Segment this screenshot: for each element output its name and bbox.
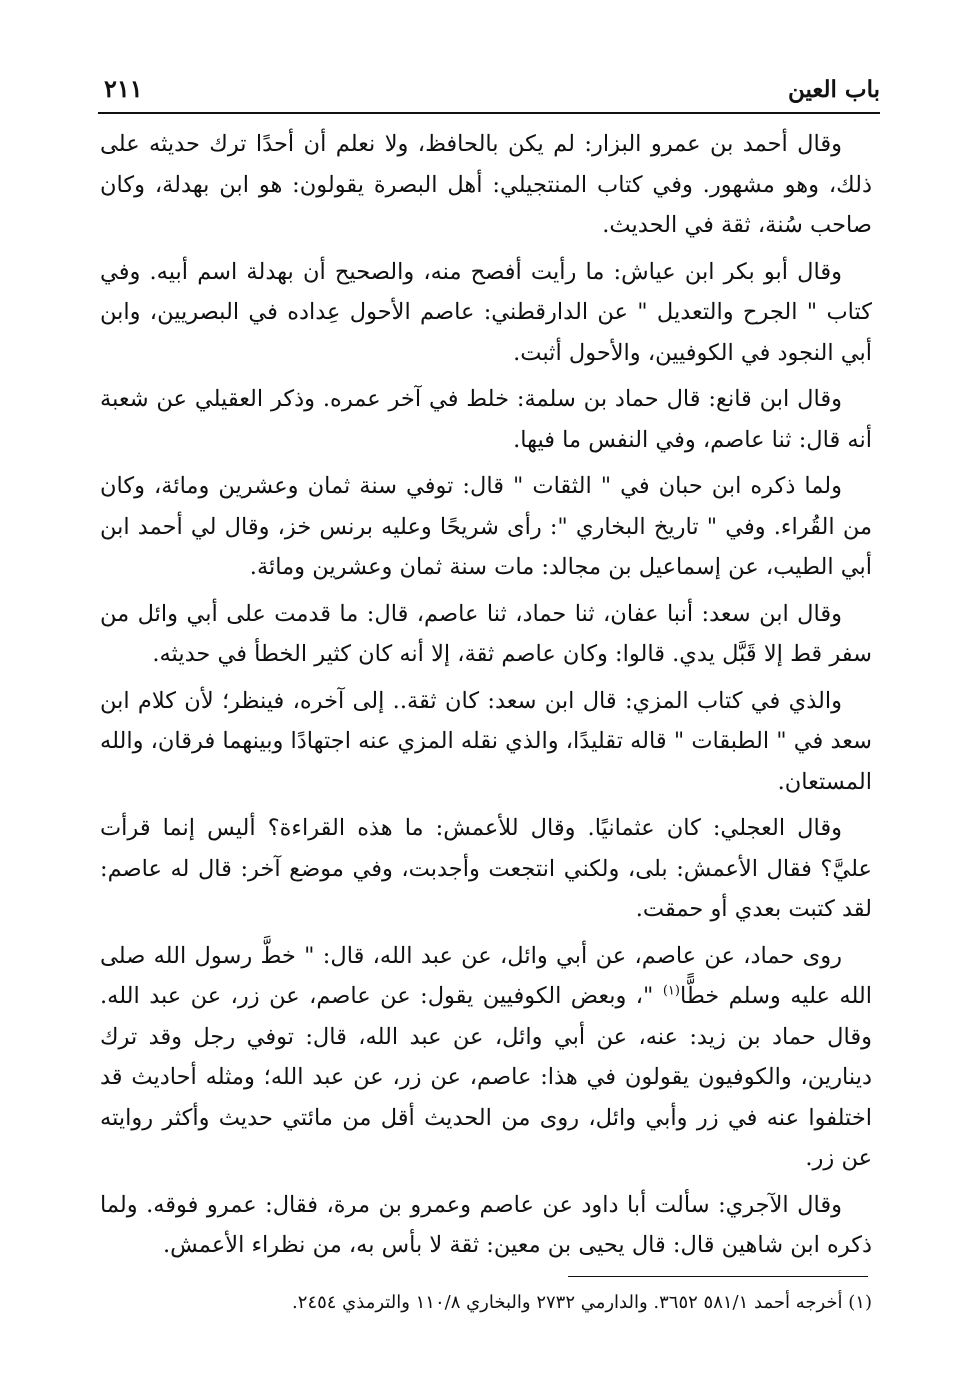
chapter-title: باب العين [787,76,880,103]
header-divider [98,112,880,114]
paragraph: وقال العجلي: كان عثمانيًا. وقال للأعمش: ما هذه القراءة؟ أليس إنما قرأت عليَّ؟ فقال الأعمش: بلى، ولكني انتجعت وأجدبت، وفي موضع آخر: قال له عاصم: لقد كتبت بعدي أو حمقت. [100,815,872,922]
main-text [100,124,872,1272]
paragraph: والذي في كتاب المزي: قال ابن سعد: كان ثقة.. إلى آخره، فينظر؛ لأن كلام ابن سعد في " الطبقات " قاله تقليدًا، والذي نقله المزي عنه اجتهادًا وبينهما فرقان، والله المستعان. [100,687,872,795]
paragraph: وقال أبو بكر ابن عياش: ما رأيت أفصح منه، والصحيح أن بهدلة اسم أبيه. وفي كتاب " الجرح والتعديل " عن الدارقطني: عاصم الأحول عِداده في البصريين، وابن أبي النجود في الكوفيين، والأحول أثبت. [100,258,872,366]
page-header [98,70,880,110]
paragraph: وقال ابن قانع: قال حماد بن سلمة: خلط في آخر عمره. وذكر العقيلي عن شعبة أنه قال: ثنا عاصم، وفي النفس ما فيها. [100,386,872,453]
paragraph: وقال أحمد بن عمرو البزار: لم يكن بالحافظ، ولا نعلم أن أحدًا ترك حديثه على ذلك، وهو مشهور. وفي كتاب المنتجيلي: أهل البصرة يقولون: هو ابن بهدلة، وكان صاحب سُنة، ثقة في الحديث. [100,131,872,238]
footnote-divider [568,1276,868,1277]
footnote-marker[interactable]: (١) [662,983,680,999]
footnote: (١) أخرجه أحمد ٥٨١/١ ٣٦٥٢. والدارمي ٢٧٣٢ والبخاري ١١٠/٨ والترمذي ٢٤٥٤. [292,1292,872,1313]
paragraph: ولما ذكره ابن حبان في " الثقات " قال: توفي سنة ثمان وعشرين ومائة، وكان من القُراء. وفي " تاريخ البخاري ": رأى شريحًا وعليه برنس خز، وقال لي أحمد ابن أبي الطيب، عن إسماعيل بن مجالد: مات سنة ثمان وعشرين ومائة. [100,473,872,580]
paragraph-with-footnote [100,936,872,1179]
paragraph-text-after-note: "، وبعض الكوفيين يقول: عن عاصم، عن زر، عن عبد الله. وقال حماد بن زيد: عنه، عن أبي وائل، عن عبد الله، قال: توفي رجل وقد ترك دينارين، والكوفيون يقولون في هذا: عاصم، عن زر، عن عبد الله؛ ومثله أحاديث قد اختلفوا عنه في زر وأبي وائل، روى من الحديث أقل من مائتي حديث وأكثر روايته عن زر. [100,983,872,1171]
paragraph: وقال ابن سعد: أنبا عفان، ثنا حماد، ثنا عاصم، قال: ما قدمت على أبي وائل من سفر قط إلا قَبَّل يدي. قالوا: وكان عاصم ثقة، إلا أنه كان كثير الخطأ في حديثه. [100,600,872,667]
paragraph: وقال الآجري: سألت أبا داود عن عاصم وعمرو بن مرة، فقال: عمرو فوقه. ولما ذكره ابن شاهين قال: قال يحيى بن معين: ثقة لا بأس به، من نظراء الأعمش. [100,1191,872,1258]
paragraph-text-before-note: روى حماد، عن عاصم، عن أبي وائل، عن عبد الله، قال: " خطَّ رسول الله صلى الله عليه وسلم خطًّا [100,942,872,1009]
page-number: ٢١١ [104,74,143,103]
